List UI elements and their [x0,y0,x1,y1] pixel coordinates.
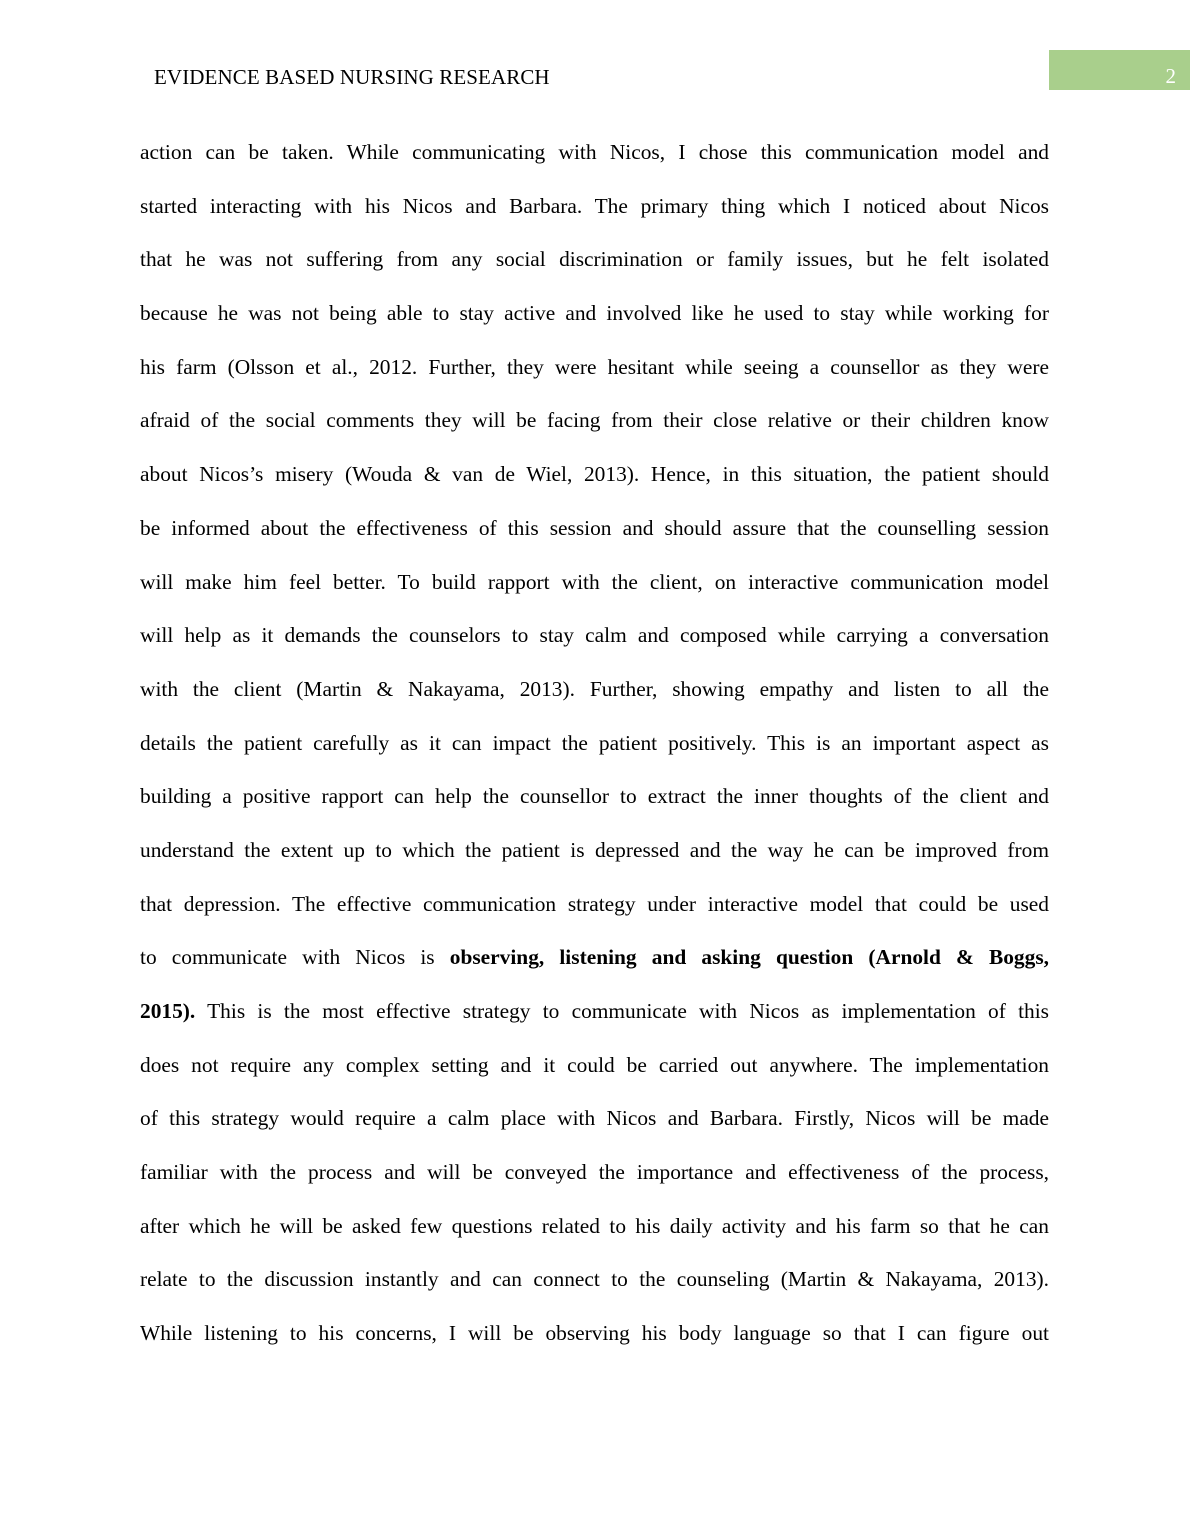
bold-citation-text: 2015). [140,999,196,1023]
paragraph-line: details the patient carefully as it can impact the patient positively. This is an important aspect as [140,730,1049,755]
paragraph-line: action can be taken. While communicating with Nicos, I chose this communication model and [140,140,1049,164]
body-paragraph [140,126,1049,1361]
paragraph-line: familiar with the process and will be conveyed the importance and effectiveness of the process, [140,1160,1049,1185]
paragraph-line: started interacting with his Nicos and Barbara. The primary thing which I noticed about Nicos [140,193,1049,218]
paragraph-line [140,931,1049,985]
paragraph-line: will help as it demands the counselors to stay calm and composed while carrying a conversation [140,623,1049,648]
running-head: EVIDENCE BASED NURSING RESEARCH [154,65,550,89]
paragraph-line: understand the extent up to which the patient is depressed and the way he can be improved from [140,837,1049,862]
paragraph-line: his farm (Olsson et al., 2012. Further, they were hesitant while seeing a counsellor as they were [140,354,1049,379]
paragraph-line: While listening to his concerns, I will be observing his body language so that I can figure out [140,1321,1049,1346]
paragraph-line: after which he will be asked few questions related to his daily activity and his farm so that he can [140,1213,1049,1238]
bold-strategy-text: observing, listening and asking question (Arnold & Boggs, [449,945,1049,970]
paragraph-line: of this strategy would require a calm place with Nicos and Barbara. Firstly, Nicos will be made [140,1106,1049,1131]
page-number-box [1049,50,1190,90]
paragraph-line [140,985,1049,1039]
paragraph-line: afraid of the social comments they will be facing from their close relative or their children know [140,408,1049,433]
paragraph-line: that depression. The effective communication strategy under interactive model that could be used [140,891,1049,916]
line-text: This is the most effective strategy to communicate with Nicos as implementation of this [195,999,1049,1023]
paragraph-line: does not require any complex setting and it could be carried out anywhere. The implementation [140,1052,1049,1077]
paragraph-line: be informed about the effectiveness of this session and should assure that the counselling session [140,515,1049,540]
paragraph-line: relate to the discussion instantly and can connect to the counseling (Martin & Nakayama, 2013). [140,1267,1049,1292]
paragraph-line: that he was not suffering from any social discrimination or family issues, but he felt isolated [140,247,1049,272]
page-number: 2 [1165,64,1176,88]
paragraph-line: with the client (Martin & Nakayama, 2013). Further, showing empathy and listen to all the [140,676,1049,701]
paragraph-line: because he was not being able to stay active and involved like he used to stay while working for [140,301,1049,326]
paragraph-line: building a positive rapport can help the counsellor to extract the inner thoughts of the client and [140,784,1049,809]
line-text: to communicate with Nicos is [140,945,450,970]
paragraph-line: will make him feel better. To build rapport with the client, on interactive communication model [140,569,1049,594]
paragraph-line: about Nicos’s misery (Wouda & van de Wiel, 2013). Hence, in this situation, the patient should [140,462,1049,487]
